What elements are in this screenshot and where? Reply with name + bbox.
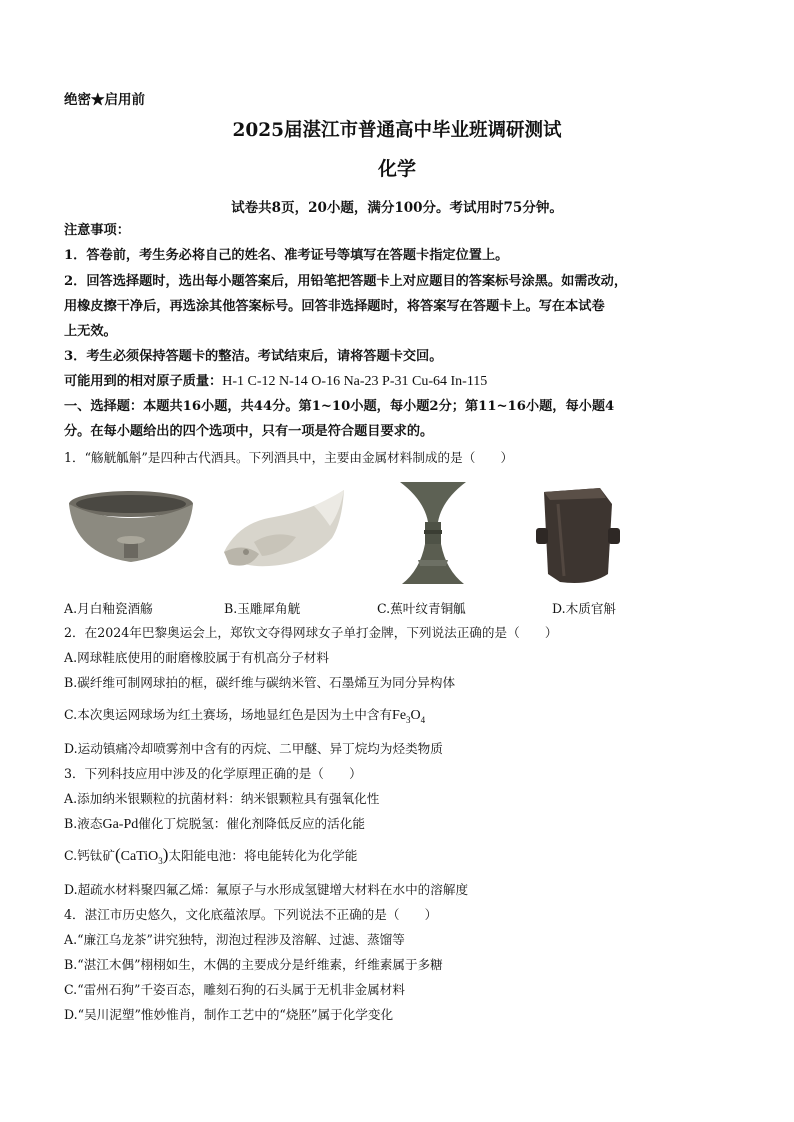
q3-option-c-pre: C.钙钛矿 (64, 848, 115, 863)
q2-option-c-text: C.本次奥运网球场为红土赛场，场地显红色是因为土中含有 (64, 707, 393, 722)
atomic-mass-values: H-1 C-12 N-14 O-16 Na-23 P-31 Cu-64 In-115 (222, 374, 488, 389)
section-1-line-2: 分。在每小题给出的四个选项中，只有一项是符合题目要求的。 (64, 424, 434, 439)
q4-option-a: A.“廉江乌龙茶”讲究独特，沏泡过程涉及溶解、过滤、蒸馏等 (64, 932, 405, 947)
q3-option-a: A.添加纳米银颗粒的抗菌材料：纳米银颗粒具有强氧化性 (64, 791, 380, 806)
q3-formula (121, 849, 163, 864)
exam-title: 2025届湛江市普通高中毕业班调研测试 (232, 120, 562, 141)
q3-option-b-formula: Ga-Pd (102, 817, 139, 832)
q2-formula (392, 708, 425, 723)
notes-heading: 注意事项： (64, 223, 130, 238)
formula-o: O (410, 708, 421, 723)
q1-option-b: B.玉雕犀角觥 (224, 601, 301, 616)
q2-option-c (64, 706, 425, 729)
bronze-gu-vessel-image (398, 480, 468, 586)
section-1-line-1: 一、选择题：本题共16小题，共44分。第1~10小题，每小题2分；第11~16小题，每小题4 (64, 399, 615, 414)
paren-close: ) (162, 845, 169, 864)
q2-option-a: A.网球鞋底使用的耐磨橡胶属于有机高分子材料 (64, 650, 329, 665)
paren-open: ( (114, 845, 121, 864)
atomic-mass-line (64, 373, 487, 391)
q3-option-d: D.超疏水材料聚四氟乙烯：氟原子与水形成氢键增大材料在水中的溶解度 (64, 882, 469, 897)
formula-fe: Fe (392, 708, 407, 723)
porcelain-bowl-image (66, 484, 196, 574)
question-2-stem: 2．在2024年巴黎奥运会上，郑钦文夺得网球女子单打金牌，下列说法正确的是（ ） (64, 625, 558, 640)
note-2-line-2: 用橡皮擦干净后，再选涂其他答案标号。回答非选择题时，将答案写在答题卡上。写在本试卷 (64, 299, 605, 314)
q2-option-b: B.碳纤维可制网球拍的框，碳纤维与碳纳米管、石墨烯互为同分异构体 (64, 675, 456, 690)
q1-option-d: D.木质官斛 (552, 601, 617, 616)
q3-option-c-post: 太阳能电池：将电能转化为化学能 (168, 848, 358, 863)
formula-sub-3: 3 (406, 714, 411, 725)
question-1-stem: 1．“觞觥觚斛”是四种古代酒具。下列酒具中，主要由金属材料制成的是（ ） (64, 450, 514, 465)
note-2-line-1: 2．回答选择题时，选出每小题答案后，用铅笔把答题卡上对应题目的答案标号涂黑。如需改动， (64, 274, 628, 289)
formula-sub-3b: 3 (158, 855, 163, 866)
note-3: 3．考生必须保持答题卡的整洁。考试结束后，请将答题卡交回。 (64, 349, 443, 364)
q3-option-b-post: 催化丁烷脱氢：催化剂降低反应的活化能 (138, 816, 365, 831)
question-4-stem: 4．湛江市历史悠久，文化底蕴浓厚。下列说法不正确的是（ ） (64, 907, 438, 922)
formula-sub-4: 4 (420, 714, 426, 725)
q4-option-c: C.“雷州石狗”千姿百态，雕刻石狗的石头属于无机非金属材料 (64, 982, 405, 997)
note-2-line-3: 上无效。 (64, 324, 117, 339)
formula-catio: CaTiO (120, 849, 159, 864)
jade-horn-cup-image (214, 482, 354, 574)
question-3-stem: 3．下列科技应用中涉及的化学原理正确的是（ ） (64, 766, 362, 781)
secret-label: 绝密★启用前 (64, 92, 145, 108)
q2-option-d: D.运动镇痛冷却喷雾剂中含有的丙烷、二甲醚、异丁烷均为烃类物质 (64, 741, 443, 756)
q3-option-c (64, 846, 357, 870)
note-1: 1．答卷前，考生务必将自己的姓名、准考证号等填写在答题卡指定位置上。 (64, 248, 509, 263)
subject-title: 化学 (377, 158, 416, 180)
q1-option-c: C.蕉叶纹青铜觚 (377, 601, 466, 616)
q4-option-d: D.“吴川泥塑”惟妙惟肖，制作工艺中的“烧胚”属于化学变化 (64, 1007, 394, 1022)
atomic-mass-label: 可能用到的相对原子质量： (64, 374, 223, 389)
q3-option-b (64, 815, 365, 834)
q1-option-a: A.月白釉瓷酒觞 (64, 601, 153, 616)
q3-option-b-pre: B.液态 (64, 816, 103, 831)
q4-option-b: B.“湛江木偶”栩栩如生，木偶的主要成分是纤维素，纤维素属于多糖 (64, 957, 443, 972)
exam-info: 试卷共8页，20小题，满分100分。考试用时75分钟。 (231, 200, 563, 216)
wooden-hu-vessel-image (530, 484, 628, 588)
